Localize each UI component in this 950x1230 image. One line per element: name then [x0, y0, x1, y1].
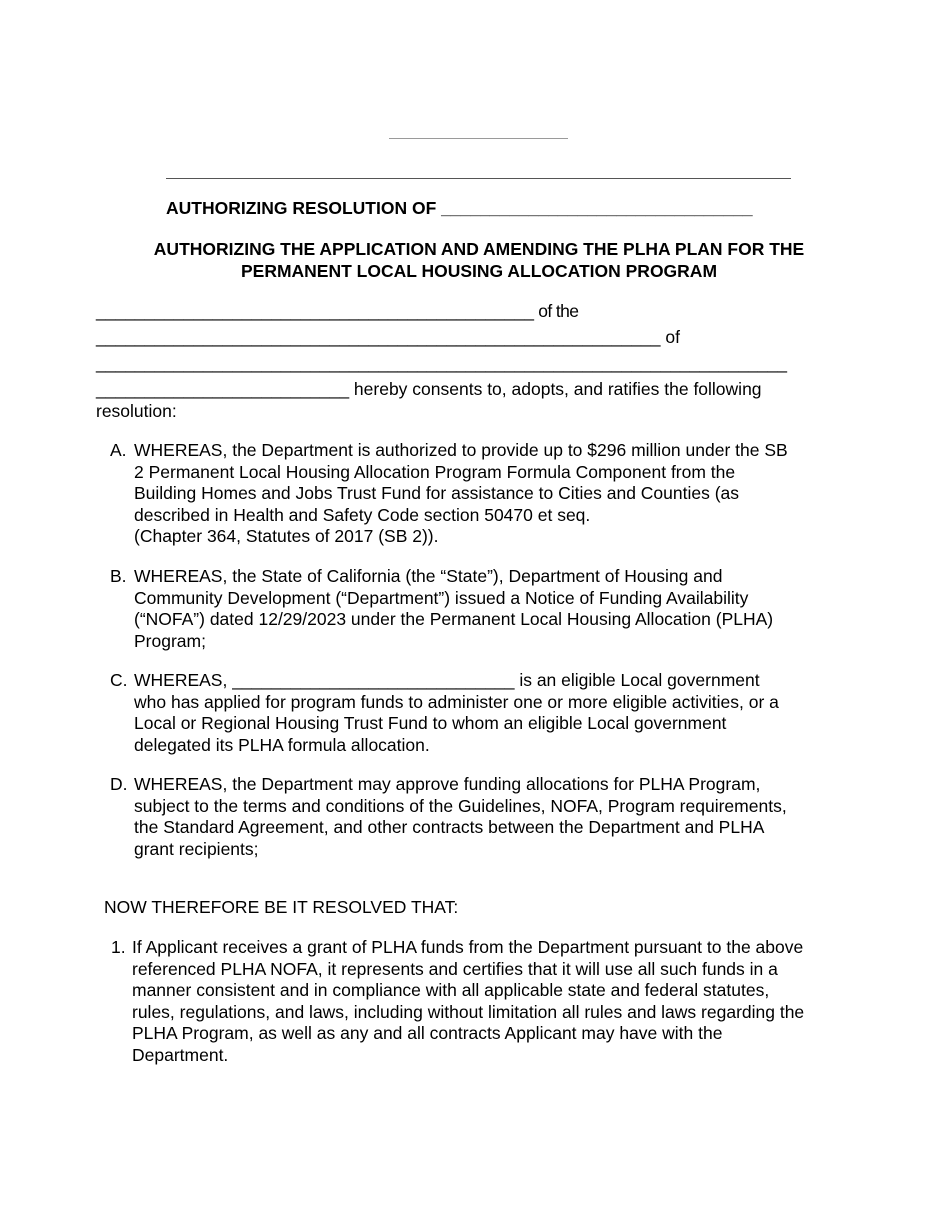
whereas-body	[134, 566, 854, 652]
text-line: (“NOFA”) dated 12/29/2023 under the Permanent Local Housing Allocation (PLHA)	[134, 609, 774, 629]
header-long-rule	[166, 178, 791, 179]
text-line: grant recipients;	[134, 838, 259, 859]
text-line: rules, regulations, and laws, including without limitation all rules and laws regarding the	[132, 1001, 805, 1022]
whereas-body	[134, 440, 854, 548]
text-line: If Applicant receives a grant of PLHA funds from the Department pursuant to the above	[132, 937, 804, 957]
whereas-body	[134, 774, 854, 860]
text-line: WHEREAS, _____________________________ is an eligible Local government	[134, 670, 760, 690]
list-marker: C.	[110, 670, 128, 690]
preamble-line-4	[96, 379, 836, 401]
resolved-heading: NOW THEREFORE BE IT RESOLVED THAT:	[104, 897, 459, 917]
preamble-suffix-1: of the	[533, 301, 579, 321]
text-line: Program;	[134, 630, 206, 651]
list-marker: 1.	[111, 937, 126, 957]
text-line: 2 Permanent Local Housing Allocation Program Formula Component from the	[134, 461, 736, 482]
text-line: the Standard Agreement, and other contracts between the Department and PLHA	[134, 817, 765, 837]
text-line: described in Health and Safety Code section 50470 et seq.	[134, 504, 591, 525]
preamble-blank-4: __________________________	[96, 379, 350, 399]
preamble-suffix-2: of	[660, 327, 680, 347]
text-line: WHEREAS, the State of California (the “State”), Department of Housing and	[134, 566, 723, 586]
text-line: subject to the terms and conditions of the Guidelines, NOFA, Program requirements,	[134, 795, 787, 816]
header-short-rule	[389, 138, 568, 139]
preamble-line-1	[96, 301, 578, 322]
text-line: (Chapter 364, Statutes of 2017 (SB 2)).	[134, 526, 439, 546]
heading-line-2: PERMANENT LOCAL HOUSING ALLOCATION PROGRAM	[240, 261, 718, 281]
whereas-body	[134, 670, 854, 756]
resolution-title	[166, 198, 753, 219]
preamble-blank-1: _____________________________________________	[96, 301, 534, 321]
text-line: who has applied for program funds to administer one or more eligible activities, or a	[134, 691, 779, 712]
text-line: delegated its PLHA formula allocation.	[134, 734, 430, 755]
text-line: WHEREAS, the Department is authorized to provide up to $296 million under the SB	[134, 440, 788, 460]
text-line: Local or Regional Housing Trust Fund to whom an eligible Local government	[134, 713, 727, 733]
preamble-consent	[96, 379, 836, 422]
text-line: Community Development (“Department”) issued a Notice of Funding Availability	[134, 587, 749, 608]
text-line: manner consistent and in compliance with all applicable state and federal statutes,	[132, 980, 770, 1000]
resolution-title-prefix: AUTHORIZING RESOLUTION OF	[166, 198, 442, 218]
resolution-title-blank: ________________________________	[441, 198, 753, 218]
preamble-line-3: _______________________________________________________________________	[96, 353, 788, 373]
preamble-line-2	[96, 327, 680, 348]
preamble-blank-2: __________________________________________________________	[96, 327, 661, 347]
resolution-heading	[80, 238, 878, 282]
resolved-body	[132, 937, 872, 1066]
list-marker: B.	[110, 566, 127, 586]
preamble-suffix-4: hereby consents to, adopts, and ratifies the following	[349, 379, 762, 399]
text-line: referenced PLHA NOFA, it represents and certifies that it will use all such funds in a	[132, 958, 778, 979]
text-line: PLHA Program, as well as any and all contracts Applicant may have with the	[132, 1023, 723, 1043]
text-line: Building Homes and Jobs Trust Fund for assistance to Cities and Counties (as	[134, 483, 740, 503]
text-line: WHEREAS, the Department may approve funding allocations for PLHA Program,	[134, 774, 761, 794]
heading-line-1: AUTHORIZING THE APPLICATION AND AMENDING THE PLHA PLAN FOR THE	[153, 239, 805, 259]
list-marker: A.	[110, 440, 127, 460]
list-marker: D.	[110, 774, 128, 794]
preamble-line-5: resolution:	[96, 400, 177, 421]
text-line: Department.	[132, 1044, 229, 1065]
